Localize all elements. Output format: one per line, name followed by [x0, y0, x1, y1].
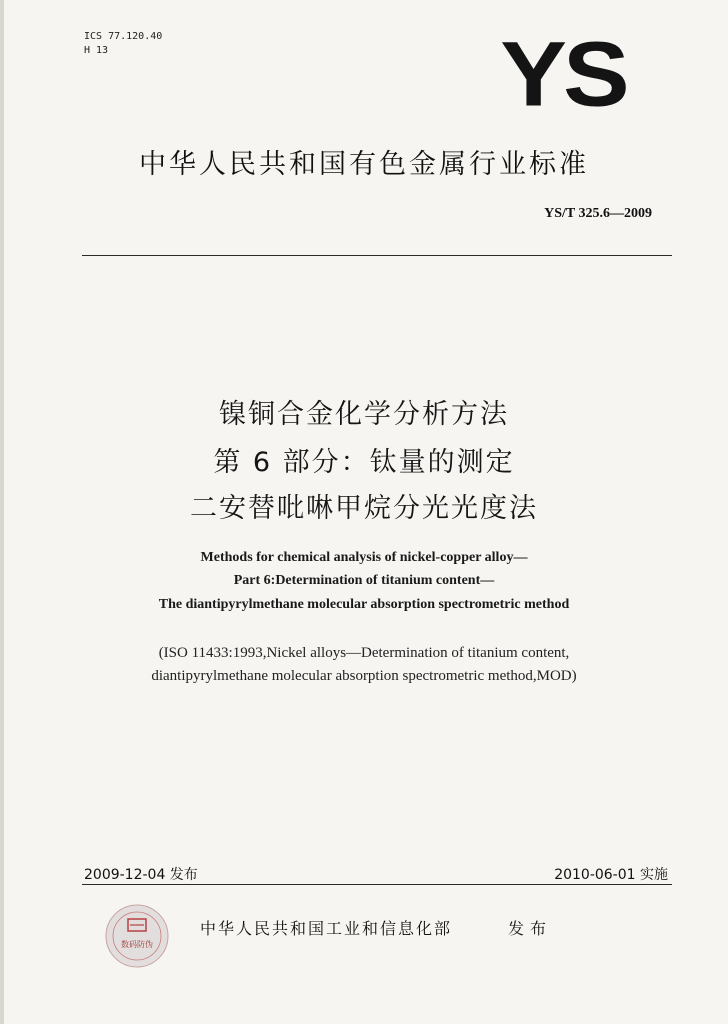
cn-title-line-2: 第 6 部分：钛量的测定	[213, 447, 515, 478]
publish-date: 2009-12-04 发布	[84, 867, 198, 883]
iso-reference-line-1: (ISO 11433:1993,Nickel alloys—Determination of titanium content,	[158, 645, 570, 661]
standard-number: YS/T 325.6—2009	[544, 206, 652, 221]
iso-reference-line-2: diantipyrylmethane molecular absorption spectrometric method,MOD)	[151, 668, 577, 684]
implement-date: 2010-06-01 实施	[554, 867, 668, 883]
footer-divider	[82, 884, 672, 885]
ccs-code: H 13	[84, 45, 109, 56]
ics-code: ICS 77.120.40	[84, 31, 163, 42]
issue-label: 发布	[508, 919, 553, 938]
header-divider	[82, 255, 672, 256]
en-title-line-2: Part 6:Determination of titanium content—	[233, 573, 495, 588]
classification-codes	[84, 30, 162, 58]
ys-logo	[488, 32, 638, 118]
ys-logo-text: YS	[500, 32, 626, 118]
en-title-line-1: Methods for chemical analysis of nickel-copper alloy—	[200, 550, 528, 565]
en-title-line-3: The diantipyrylmethane molecular absorption spectrometric method	[158, 597, 570, 612]
cn-title-line-3: 二安替吡啉甲烷分光光度法	[190, 493, 538, 524]
issuing-body-title: 中华人民共和国有色金属行业标准	[139, 149, 589, 180]
stamp-text: 数码防伪	[121, 940, 153, 949]
cn-title-line-1: 镍铜合金化学分析方法	[219, 399, 509, 430]
anti-counterfeit-stamp	[104, 903, 170, 969]
issuing-authority: 中华人民共和国工业和信息化部	[200, 919, 453, 938]
